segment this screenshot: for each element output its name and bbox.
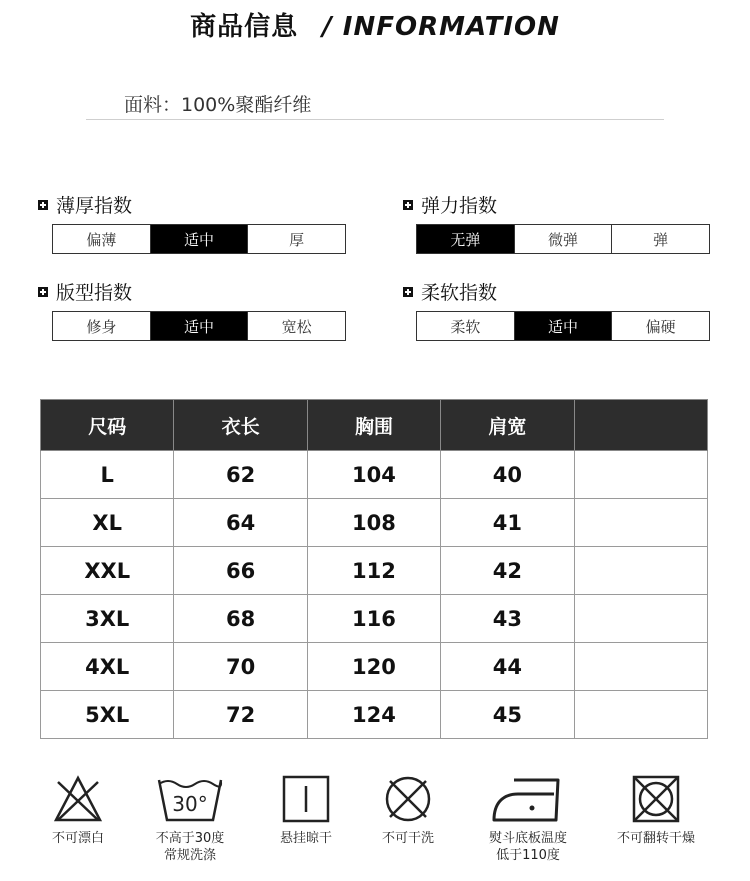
index-option: 宽松 (281, 317, 312, 336)
table-cell: 5XL (41, 691, 174, 739)
table-cell: 43 (441, 595, 574, 643)
care-label-line1: 不高于30度 (155, 831, 225, 846)
table-row (41, 691, 708, 739)
care-label-line2: 低于110度 (496, 848, 560, 863)
index-scale (416, 311, 710, 341)
fabric-info: 面料：100%聚酯纤维 (124, 94, 312, 116)
care-label: 不可翻转干燥 (616, 831, 695, 846)
iron-icon (488, 774, 568, 824)
table-cell: 40 (441, 451, 574, 499)
index-label (403, 278, 497, 305)
index-scale (416, 224, 710, 254)
table-cell: 41 (441, 499, 574, 547)
plus-square-icon (403, 200, 413, 210)
care-label: 不可干洗 (381, 831, 434, 846)
table-cell (574, 595, 707, 643)
index-option-selected: 适中 (151, 225, 249, 253)
care-label (473, 830, 583, 864)
care-label (135, 830, 245, 864)
header-length: 衣长 (174, 400, 307, 451)
table-row (41, 547, 708, 595)
no-dry-clean-icon (382, 774, 434, 824)
header-size: 尺码 (41, 400, 174, 451)
table-cell: 64 (174, 499, 307, 547)
table-cell: XXL (41, 547, 174, 595)
table-cell (574, 451, 707, 499)
size-table-header-row (41, 400, 708, 451)
index-label-text: 版型指数 (56, 282, 133, 304)
page-title (0, 6, 750, 43)
wash-30-icon (155, 774, 225, 824)
title-separator: / (322, 12, 333, 42)
index-label (403, 191, 497, 218)
table-cell: 72 (174, 691, 307, 739)
care-label: 不可漂白 (51, 831, 104, 846)
no-tumble-dry-icon (630, 774, 682, 824)
table-cell: 120 (307, 643, 440, 691)
index-option: 微弹 (515, 225, 613, 253)
table-row (41, 451, 708, 499)
index-option: 偏薄 (53, 225, 151, 253)
table-row (41, 499, 708, 547)
table-row (41, 643, 708, 691)
index-label (38, 278, 132, 305)
care-no-bleach (23, 774, 133, 847)
table-cell: 104 (307, 451, 440, 499)
table-cell: 44 (441, 643, 574, 691)
index-label-text: 弹力指数 (421, 195, 498, 217)
index-scale (52, 311, 346, 341)
table-cell: 66 (174, 547, 307, 595)
header-empty (574, 400, 707, 451)
header-chest: 胸围 (307, 400, 440, 451)
index-option: 柔软 (417, 312, 515, 340)
table-cell: 42 (441, 547, 574, 595)
index-option-selected: 适中 (515, 312, 613, 340)
size-table (40, 399, 708, 739)
care-label: 悬挂晾干 (279, 831, 332, 846)
table-cell: L (41, 451, 174, 499)
table-cell: 68 (174, 595, 307, 643)
wash-temp: 30° (172, 792, 208, 816)
care-wash-30 (135, 774, 245, 864)
divider (86, 119, 664, 120)
table-cell: 62 (174, 451, 307, 499)
index-option-selected: 无弹 (417, 225, 515, 253)
table-cell: 108 (307, 499, 440, 547)
care-no-tumble-dry (601, 774, 711, 847)
table-row (41, 595, 708, 643)
title-en: INFORMATION (342, 12, 560, 42)
index-label (38, 191, 132, 218)
table-cell (574, 643, 707, 691)
table-cell: 112 (307, 547, 440, 595)
plus-square-icon (403, 287, 413, 297)
plus-square-icon (38, 200, 48, 210)
index-option: 弹 (653, 230, 669, 249)
table-cell (574, 691, 707, 739)
no-bleach-icon (52, 774, 104, 824)
plus-square-icon (38, 287, 48, 297)
table-cell: 124 (307, 691, 440, 739)
table-cell: XL (41, 499, 174, 547)
index-label-text: 柔软指数 (421, 282, 498, 304)
index-label-text: 薄厚指数 (56, 195, 133, 217)
index-scale (52, 224, 346, 254)
index-option: 厚 (289, 230, 305, 249)
hang-dry-icon (280, 774, 332, 824)
table-cell: 3XL (41, 595, 174, 643)
title-cn: 商品信息 (190, 12, 299, 42)
table-cell (574, 547, 707, 595)
title-en-group (322, 12, 560, 42)
care-label-line1: 熨斗底板温度 (488, 831, 567, 846)
table-cell: 4XL (41, 643, 174, 691)
care-hang-dry (251, 774, 361, 847)
care-iron (473, 774, 583, 864)
table-cell: 70 (174, 643, 307, 691)
table-cell (574, 499, 707, 547)
index-option: 修身 (53, 312, 151, 340)
care-label-line2: 常规洗涤 (163, 848, 216, 863)
care-no-dry-clean (353, 774, 463, 847)
index-option-selected: 适中 (151, 312, 249, 340)
index-option: 偏硬 (645, 317, 676, 336)
table-cell: 116 (307, 595, 440, 643)
header-shoulder: 肩宽 (441, 400, 574, 451)
table-cell: 45 (441, 691, 574, 739)
